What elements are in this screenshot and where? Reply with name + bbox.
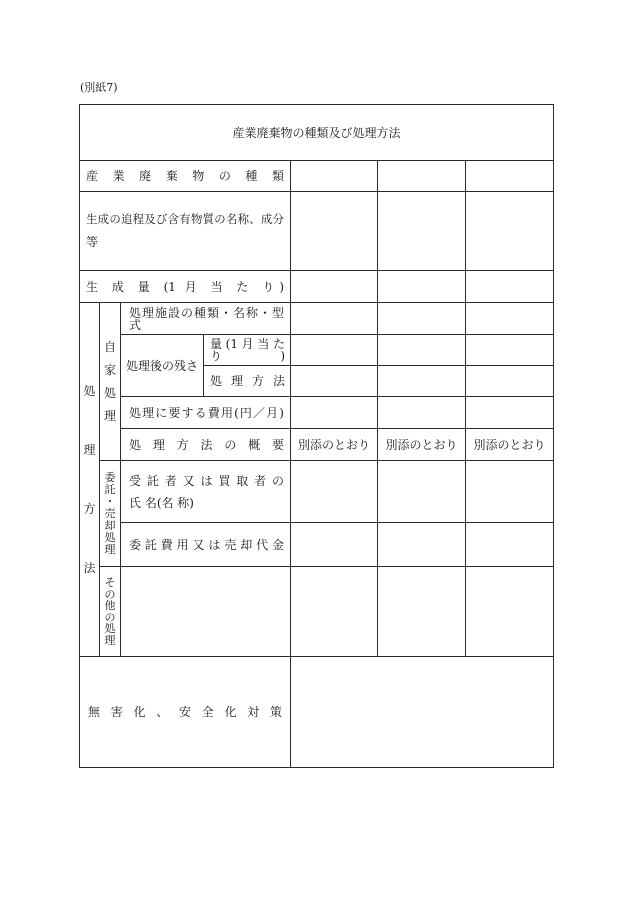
safety-measures-value (291, 657, 554, 768)
residue-method-value-2 (378, 366, 466, 397)
vertical-label-char: 家 (103, 363, 116, 377)
form-title: 産業廃棄物の種類及び処理方法 (80, 105, 554, 161)
treatment-method-section-cell (80, 303, 100, 657)
generation-amount-value-3 (466, 271, 554, 303)
generation-process-value-2 (378, 192, 466, 271)
generation-process-label-line-1: 生成の追程及び含有物質の名称、成分 (86, 212, 284, 226)
treatment-cost-value-1 (291, 397, 378, 429)
vertical-label-char: 理 (83, 443, 96, 457)
residue-method-label: 処 理 方 法 (204, 366, 291, 397)
generation-amount-value-2 (378, 271, 466, 303)
vertical-label-char: の (104, 587, 116, 601)
facility-value-3 (466, 303, 554, 335)
treatment-cost-value-2 (378, 397, 466, 429)
vertical-label-char: 処 (104, 622, 116, 636)
residue-amount-label: 量(1月当たり) (204, 335, 291, 366)
outsourcing-fee-value-1 (291, 523, 378, 567)
safety-measures-label: 無 害 化 、 安 全 化 対 策 (80, 657, 291, 768)
residue-amount-value-2 (378, 335, 466, 366)
in-house-treatment-label (100, 341, 120, 422)
contractor-label-line-1: 受 託 者 又 は 買 取 者 の (129, 473, 284, 488)
treatment-overview-value-3: 別添のとおり (466, 429, 554, 461)
attachment-label: (別紙7) (80, 81, 118, 94)
vertical-label-char: 処 (104, 531, 116, 544)
generation-amount-label: 生 成 量 (1 月 当 た り) (80, 271, 291, 303)
vertical-label-char: 処 (83, 384, 96, 398)
contractor-value-1 (291, 461, 378, 523)
treatment-method-section-label (80, 385, 99, 574)
vertical-label-char: 方 (83, 502, 96, 516)
residue-amount-value-3 (466, 335, 554, 366)
waste-treatment-form-table (79, 104, 554, 768)
vertical-label-char: 却 (104, 519, 116, 532)
vertical-label-char: 処 (103, 386, 116, 400)
vertical-label-char: 委 (104, 471, 116, 484)
other-treatment-value-1 (291, 567, 378, 657)
vertical-label-char: 売 (104, 507, 116, 520)
outsourcing-fee-label: 委 託 費 用 又 は 売 却 代 金 (121, 523, 291, 567)
residue-method-value-1 (291, 366, 378, 397)
residue-amount-value-1 (291, 335, 378, 366)
residue-label: 処理後の残さ (121, 335, 204, 397)
in-house-treatment-cell (100, 303, 121, 461)
contractor-label (121, 461, 291, 523)
vertical-label-char: 法 (83, 561, 96, 575)
other-treatment-value-2 (378, 567, 466, 657)
vertical-label-char: 他 (104, 599, 116, 613)
waste-type-value-3 (466, 161, 554, 192)
vertical-label-char: 理 (104, 633, 116, 647)
generation-process-value-3 (466, 192, 554, 271)
other-treatment-label (100, 577, 120, 646)
contractor-label-line-2: 氏 名(名 称) (129, 495, 194, 510)
facility-value-2 (378, 303, 466, 335)
other-treatment-detail (121, 567, 291, 657)
vertical-label-char: 託 (104, 483, 116, 496)
vertical-label-char: 自 (103, 340, 116, 354)
outsourcing-fee-value-3 (466, 523, 554, 567)
residue-method-value-3 (466, 366, 554, 397)
waste-type-label: 産 業 廃 棄 物 の 種 類 (80, 161, 291, 192)
facility-value-1 (291, 303, 378, 335)
contractor-value-2 (378, 461, 466, 523)
other-treatment-cell (100, 567, 121, 657)
vertical-label-char: 理 (104, 543, 116, 556)
vertical-label-char: 理 (103, 409, 116, 423)
generation-process-label (80, 192, 291, 271)
treatment-overview-value-1: 別添のとおり (291, 429, 378, 461)
treatment-overview-label: 処 理 方 法 の 概 要 (121, 429, 291, 461)
outsourcing-fee-value-2 (378, 523, 466, 567)
generation-process-label-line-2: 等 (86, 235, 99, 249)
facility-label: 処理施設の種類・名称・型式 (121, 303, 291, 335)
generation-amount-value-1 (291, 271, 378, 303)
vertical-label-char: ・ (104, 495, 116, 508)
other-treatment-value-3 (466, 567, 554, 657)
generation-process-value-1 (291, 192, 378, 271)
treatment-cost-value-3 (466, 397, 554, 429)
treatment-cost-label: 処理に要する費用(円／月) (121, 397, 291, 429)
vertical-label-char: の (104, 610, 116, 624)
waste-type-value-2 (378, 161, 466, 192)
outsourced-treatment-label (100, 472, 120, 555)
waste-type-value-1 (291, 161, 378, 192)
contractor-value-3 (466, 461, 554, 523)
outsourced-treatment-cell (100, 461, 121, 567)
treatment-overview-value-2: 別添のとおり (378, 429, 466, 461)
vertical-label-char: そ (104, 576, 116, 590)
